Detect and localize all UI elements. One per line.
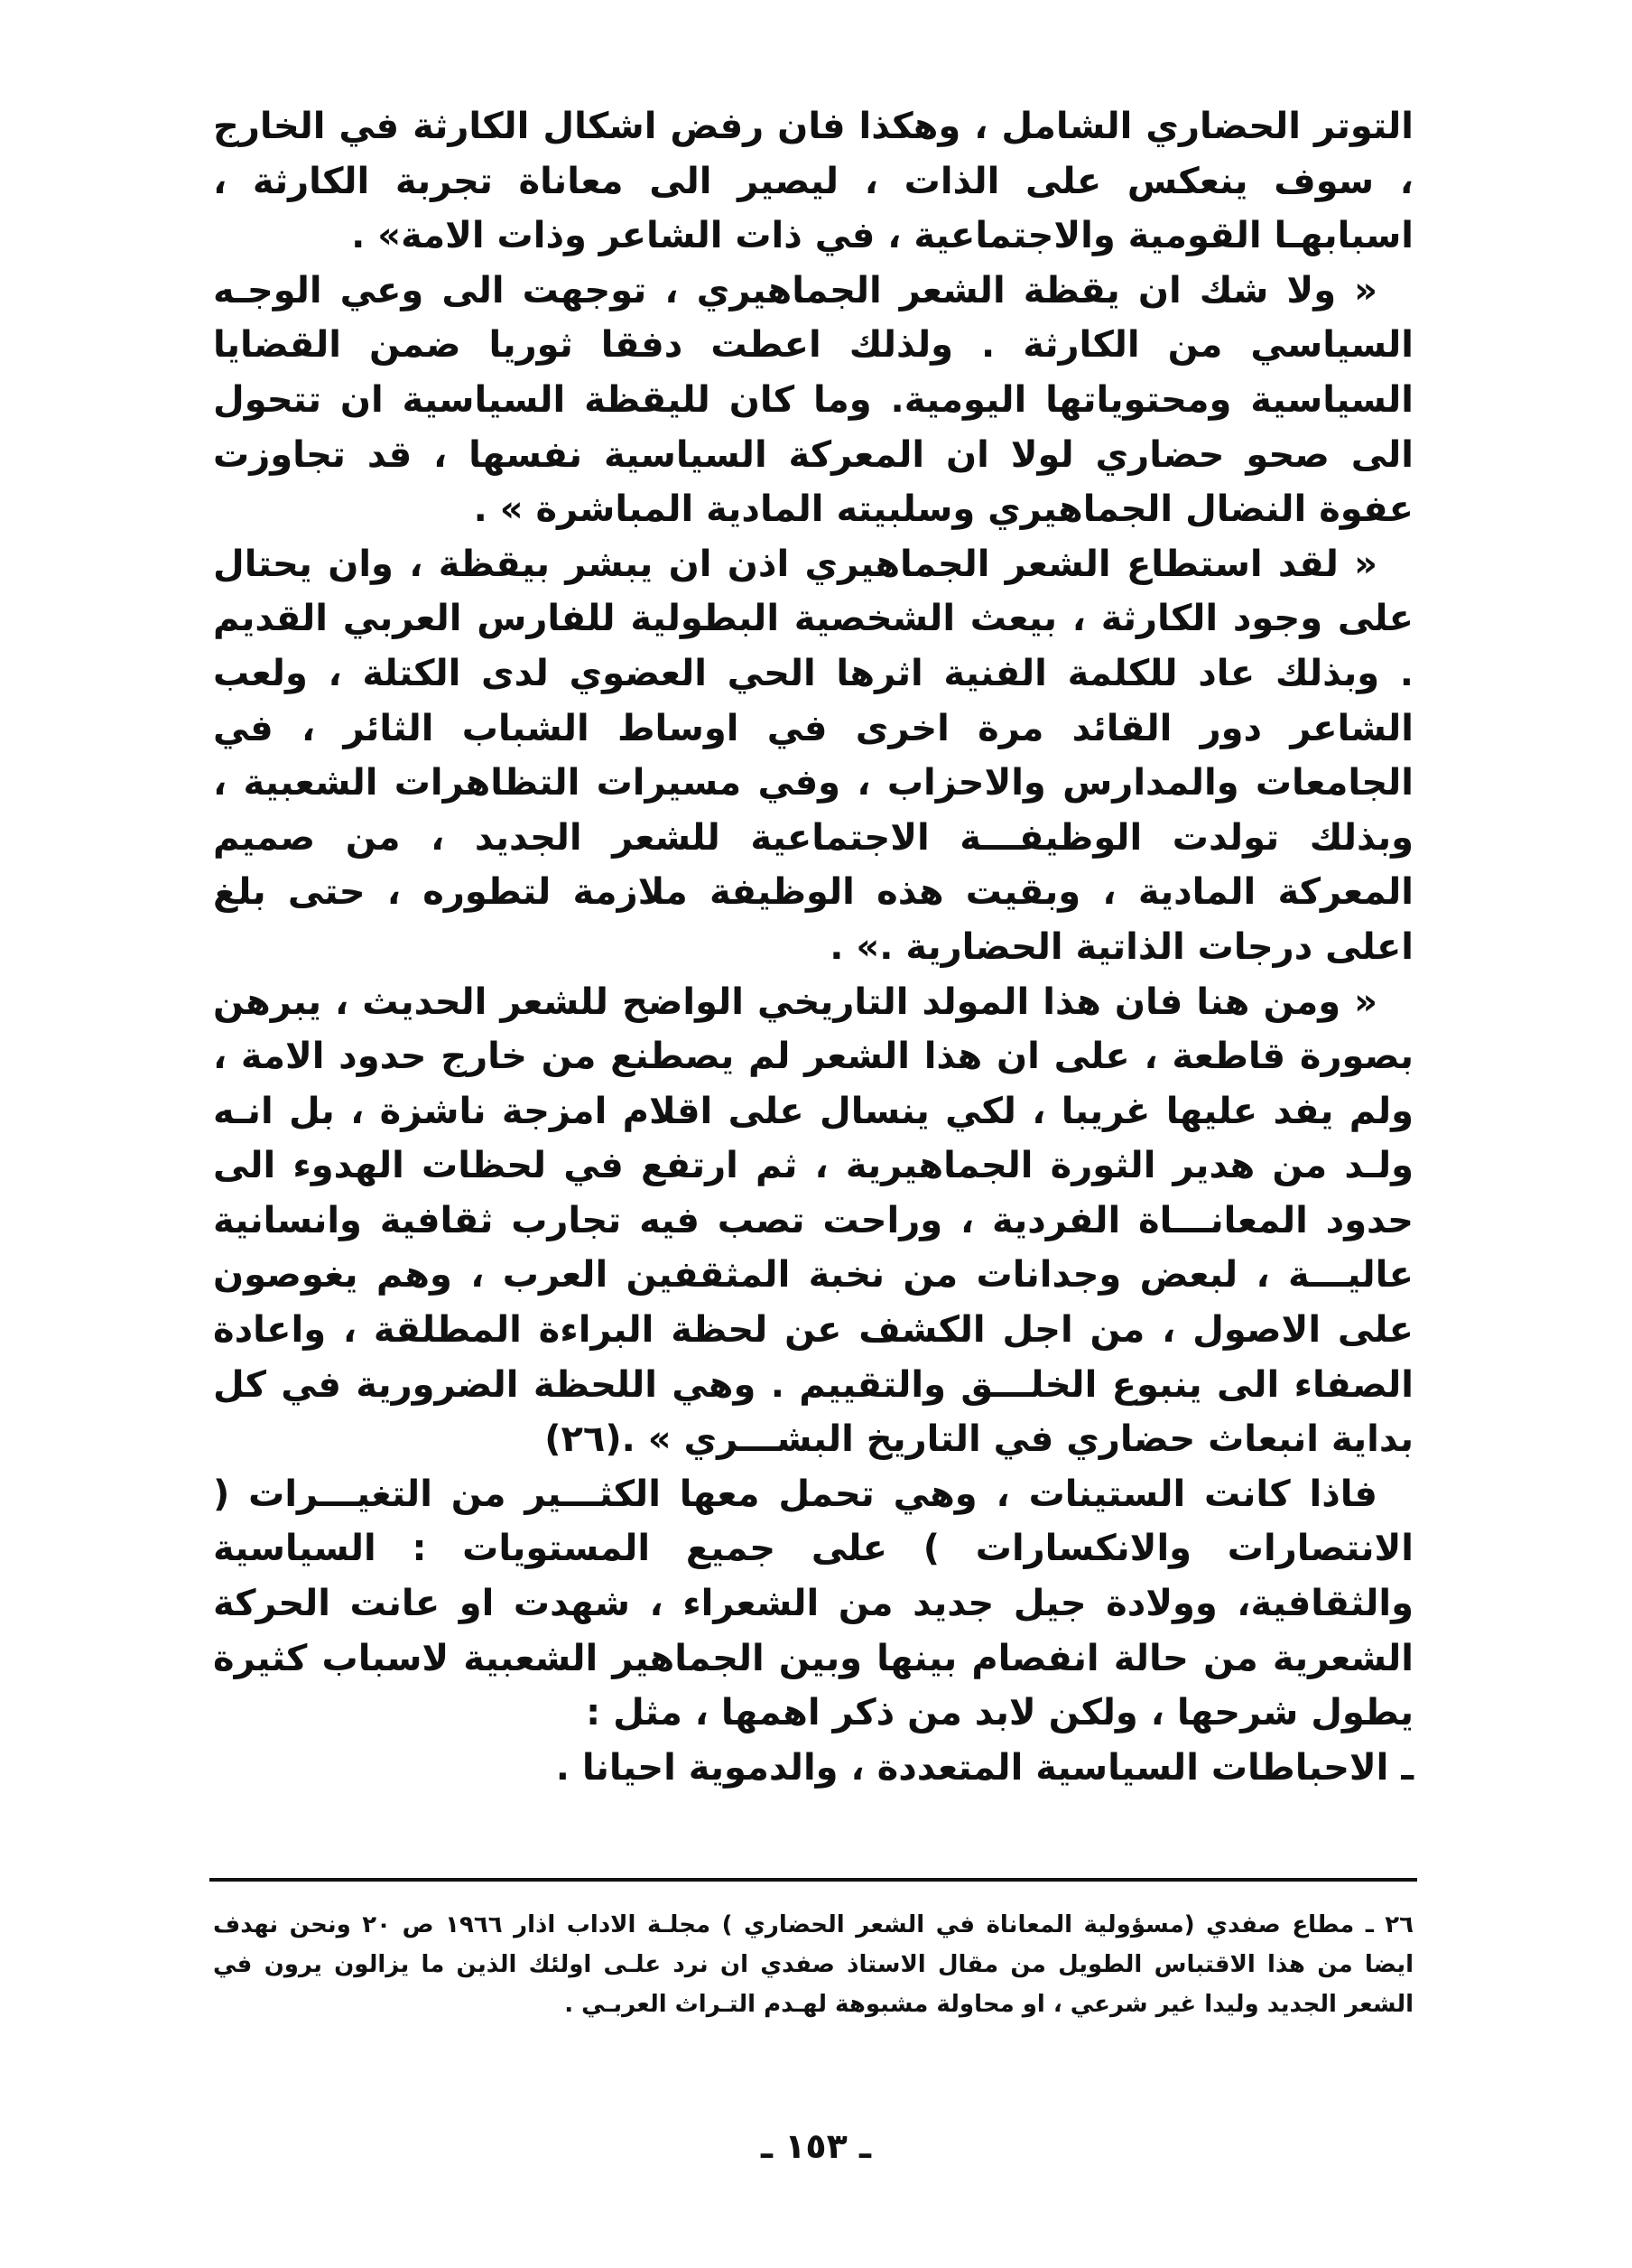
footnote-26: ٢٦ ـ مطاع صفدي (مسؤولية المعاناة في الشعر الحضاري ) مجلـة الاداب اذار ١٩٦٦ ص ٢٠ ونحن نهدف ايضا من هذا الاقتباس الطويل من مقال الاستاذ صفدي ان نرد علـى اولئك الذين ما يزالون يرون في الشعر الجديد وليدا غير شرعي ، او محاولة مشبوهة لهـدم التـراث العربـي . xyxy=(213,1911,1414,2018)
list-item-1: ـ الاحباطات السياسية المتعددة ، والدموية احيانا . xyxy=(555,1746,1414,1789)
footnote-divider xyxy=(209,1878,1417,1882)
paragraph-1: التوتر الحضاري الشامل ، وهكذا فان رفض اشكال الكارثة في الخارج ، سوف ينعكس على الذات ، ليصير الى معاناة تجربة الكارثة ، اسبابهـا القومية والاجتماعية ، في ذات الشاعر وذات الامة» . xyxy=(213,106,1414,257)
paragraph-2: « ولا شك ان يقظة الشعر الجماهيري ، توجهت الى وعي الوجـه السياسي من الكارثة . ولذلك اعطت دفقا ثوريا ضمن القضايا السياسية ومحتوياتها اليومية. وما كان لليقظة السياسية ان تتحول الى صحو حضاري لولا ان المعركة السياسية نفسها ، قد تجاوزت عفوة النضال الجماهيري وسلبيته المادية المباشرة » . xyxy=(213,269,1414,531)
paragraph-3: « لقد استطاع الشعر الجماهيري اذن ان يبشر بيقظة ، وان يحتال على وجود الكارثة ، بيعث الشخصية البطولية للفارس العربي القديم . وبذلك عاد للكلمة الفنية اثرها الحي العضوي لدى الكتلة ، ولعب الشاعر دور القائد مرة اخرى في اوساط الشباب الثائر ، في الجامعات والمدارس والاحزاب ، وفي مسيرات التظاهرات الشعبية ، وبذلك تولدت الوظيفـــة الاجتماعية للشعر الجديد ، من صميم المعركة المادية ، وبقيت هذه الوظيفة ملازمة لتطوره ، حتى بلغ اعلى درجات الذاتية الحضارية .» . xyxy=(213,543,1414,968)
page-number: ـ ١٥٣ ـ xyxy=(760,2126,872,2166)
footnotes xyxy=(213,1905,1414,2024)
paragraph-5: فاذا كانت الستينات ، وهي تحمل معها الكثـــير من التغيـــرات ( الانتصارات والانكسارات ) على جميع المستويات : السياسية والثقافية، وولادة جيل جديد من الشعراء ، شهدت او عانت الحركة الشعرية من حالة انفصام بينها وبين الجماهير الشعبية لاسباب كثيرة يطول شرحها ، ولكن لابد من ذكر اهمها ، مثل : xyxy=(213,1473,1414,1734)
body-text xyxy=(213,99,1414,1795)
paragraph-4: « ومن هنا فان هذا المولد التاريخي الواضح للشعر الحديث ، يبرهن بصورة قاطعة ، على ان هذا الشعر لم يصطنع من خارج حدود الامة ، ولم يفد عليها غريبا ، لكي ينسال على اقلام امزجة ناشزة ، بل انـه ولـد من هدير الثورة الجماهيرية ، ثم ارتفع في لحظات الهدوء الى حدود المعانـــاة الفردية ، وراحت تصب فيه تجارب ثقافية وانسانية عاليـــة ، لبعض وجدانات من نخبة المثقفين العرب ، وهم يغوصون على الاصول ، من اجل الكشف عن لحظة البراءة المطلقة ، واعادة الصفاء الى ينبوع الخلـــق والتقييم . وهي اللحظة الضرورية في كل بداية انبعاث حضاري في التاريخ البشـــري » .(٢٦) xyxy=(213,981,1414,1461)
